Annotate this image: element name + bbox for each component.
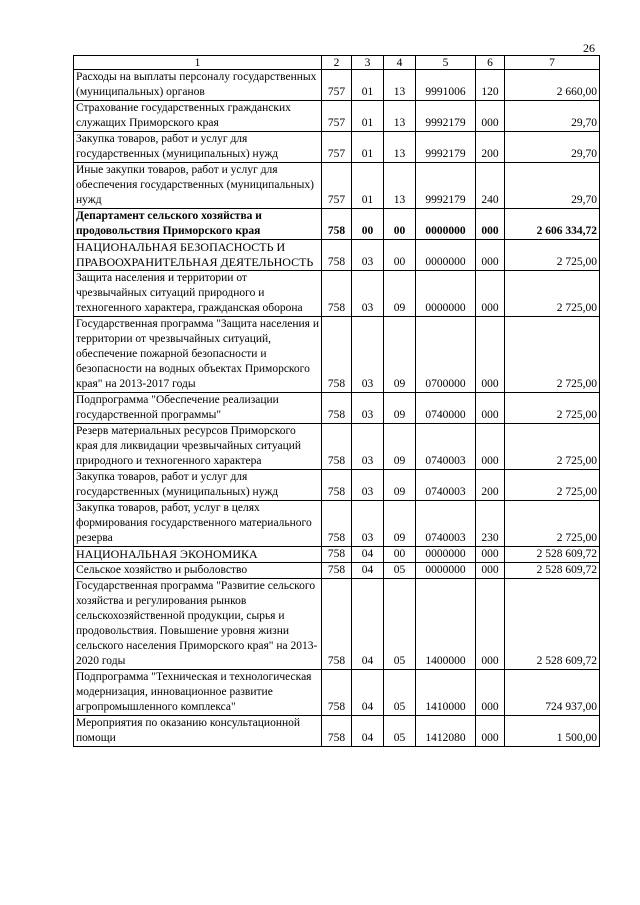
table-row bbox=[74, 240, 600, 271]
row-value-cell: 2 725,00 bbox=[505, 501, 600, 547]
table-row bbox=[74, 716, 600, 747]
row-value-cell: 000 bbox=[476, 716, 505, 747]
row-value-cell: 09 bbox=[384, 501, 416, 547]
row-value-cell: 000 bbox=[476, 563, 505, 579]
row-value-cell: 000 bbox=[476, 101, 505, 132]
row-value-cell: 09 bbox=[384, 470, 416, 501]
table-row bbox=[74, 470, 600, 501]
row-value-cell: 757 bbox=[322, 163, 352, 209]
row-value-cell: 13 bbox=[384, 163, 416, 209]
row-value-cell: 000 bbox=[476, 424, 505, 470]
row-value-cell: 2 725,00 bbox=[505, 240, 600, 271]
row-value-cell: 04 bbox=[352, 670, 384, 716]
row-value-cell: 29,70 bbox=[505, 101, 600, 132]
row-name-cell: Страхование государственных гражданских служащих Приморского края bbox=[74, 101, 322, 132]
row-value-cell: 29,70 bbox=[505, 132, 600, 163]
table-row bbox=[74, 670, 600, 716]
row-value-cell: 757 bbox=[322, 101, 352, 132]
row-value-cell: 757 bbox=[322, 132, 352, 163]
header-row bbox=[74, 56, 600, 70]
row-value-cell: 04 bbox=[352, 547, 384, 563]
row-value-cell: 0700000 bbox=[416, 317, 476, 393]
row-value-cell: 09 bbox=[384, 317, 416, 393]
row-value-cell: 758 bbox=[322, 670, 352, 716]
row-value-cell: 05 bbox=[384, 670, 416, 716]
row-name-cell: Подпрограмма "Обеспечение реализации государственной программы" bbox=[74, 393, 322, 424]
row-value-cell: 09 bbox=[384, 271, 416, 317]
row-value-cell: 2 528 609,72 bbox=[505, 579, 600, 670]
row-value-cell: 13 bbox=[384, 101, 416, 132]
row-value-cell: 758 bbox=[322, 393, 352, 424]
row-value-cell: 0740003 bbox=[416, 501, 476, 547]
row-value-cell: 03 bbox=[352, 240, 384, 271]
row-value-cell: 200 bbox=[476, 132, 505, 163]
table-row bbox=[74, 563, 600, 579]
row-value-cell: 0740003 bbox=[416, 470, 476, 501]
row-value-cell: 758 bbox=[322, 240, 352, 271]
row-name-cell: Государственная программа "Развитие сельского хозяйства и регулирования рынков сельскохозяйственной продукции, сырья и продовольствия. Повышение уровня жизни сельского населения Приморского края" на 2013-2020 годы bbox=[74, 579, 322, 670]
row-value-cell: 000 bbox=[476, 317, 505, 393]
row-value-cell: 9992179 bbox=[416, 132, 476, 163]
row-value-cell: 2 528 609,72 bbox=[505, 563, 600, 579]
table-row bbox=[74, 163, 600, 209]
row-value-cell: 758 bbox=[322, 547, 352, 563]
row-name-cell: Сельское хозяйство и рыболовство bbox=[74, 563, 322, 579]
row-value-cell: 000 bbox=[476, 393, 505, 424]
row-value-cell: 1400000 bbox=[416, 579, 476, 670]
row-value-cell: 000 bbox=[476, 547, 505, 563]
row-value-cell: 230 bbox=[476, 501, 505, 547]
column-header: 6 bbox=[476, 56, 505, 70]
row-value-cell: 04 bbox=[352, 579, 384, 670]
row-value-cell: 2 725,00 bbox=[505, 424, 600, 470]
table-row bbox=[74, 393, 600, 424]
row-name-cell: Закупка товаров, работ и услуг для государственных (муниципальных) нужд bbox=[74, 132, 322, 163]
row-name-cell: Мероприятия по оказанию консультационной помощи bbox=[74, 716, 322, 747]
row-value-cell: 2 660,00 bbox=[505, 70, 600, 101]
row-value-cell: 1412080 bbox=[416, 716, 476, 747]
row-value-cell: 09 bbox=[384, 424, 416, 470]
table-row bbox=[74, 209, 600, 240]
budget-table bbox=[73, 55, 600, 747]
column-header: 7 bbox=[505, 56, 600, 70]
row-value-cell: 758 bbox=[322, 317, 352, 393]
page-number: 26 bbox=[583, 41, 595, 55]
row-value-cell: 0740003 bbox=[416, 424, 476, 470]
row-name-cell: Расходы на выплаты персоналу государственных (муниципальных) органов bbox=[74, 70, 322, 101]
row-value-cell: 2 606 334,72 bbox=[505, 209, 600, 240]
row-value-cell: 05 bbox=[384, 563, 416, 579]
row-value-cell: 0000000 bbox=[416, 209, 476, 240]
row-value-cell: 0000000 bbox=[416, 240, 476, 271]
table-row bbox=[74, 579, 600, 670]
row-value-cell: 0000000 bbox=[416, 547, 476, 563]
row-value-cell: 1 500,00 bbox=[505, 716, 600, 747]
row-value-cell: 120 bbox=[476, 70, 505, 101]
row-name-cell: Закупка товаров, работ, услуг в целях формирования государственного материального резерва bbox=[74, 501, 322, 547]
row-value-cell: 2 528 609,72 bbox=[505, 547, 600, 563]
table-row bbox=[74, 132, 600, 163]
column-header: 3 bbox=[352, 56, 384, 70]
row-value-cell: 9992179 bbox=[416, 163, 476, 209]
row-value-cell: 09 bbox=[384, 393, 416, 424]
row-value-cell: 9991006 bbox=[416, 70, 476, 101]
row-value-cell: 01 bbox=[352, 101, 384, 132]
row-value-cell: 0740000 bbox=[416, 393, 476, 424]
row-value-cell: 13 bbox=[384, 70, 416, 101]
row-value-cell: 01 bbox=[352, 132, 384, 163]
row-value-cell: 724 937,00 bbox=[505, 670, 600, 716]
row-value-cell: 1410000 bbox=[416, 670, 476, 716]
row-name-cell: Защита населения и территории от чрезвычайных ситуаций природного и техногенного характера, гражданская оборона bbox=[74, 271, 322, 317]
row-value-cell: 758 bbox=[322, 563, 352, 579]
row-value-cell: 04 bbox=[352, 563, 384, 579]
row-value-cell: 04 bbox=[352, 716, 384, 747]
row-value-cell: 000 bbox=[476, 670, 505, 716]
column-header: 4 bbox=[384, 56, 416, 70]
row-value-cell: 01 bbox=[352, 163, 384, 209]
row-value-cell: 03 bbox=[352, 501, 384, 547]
row-value-cell: 03 bbox=[352, 424, 384, 470]
row-value-cell: 05 bbox=[384, 716, 416, 747]
row-value-cell: 2 725,00 bbox=[505, 470, 600, 501]
column-header: 2 bbox=[322, 56, 352, 70]
row-value-cell: 200 bbox=[476, 470, 505, 501]
row-value-cell: 03 bbox=[352, 393, 384, 424]
row-value-cell: 13 bbox=[384, 132, 416, 163]
row-value-cell: 01 bbox=[352, 70, 384, 101]
row-value-cell: 03 bbox=[352, 317, 384, 393]
row-value-cell: 0000000 bbox=[416, 271, 476, 317]
row-name-cell: Государственная программа "Защита населения и территории от чрезвычайных ситуаций, обеспечение пожарной безопасности и безопасности на водных объектах Приморского края" на 2013-2017 годы bbox=[74, 317, 322, 393]
row-value-cell: 240 bbox=[476, 163, 505, 209]
row-name-cell: Закупка товаров, работ и услуг для государственных (муниципальных) нужд bbox=[74, 470, 322, 501]
table-row bbox=[74, 271, 600, 317]
row-value-cell: 758 bbox=[322, 424, 352, 470]
row-value-cell: 758 bbox=[322, 470, 352, 501]
row-value-cell: 03 bbox=[352, 470, 384, 501]
row-value-cell: 05 bbox=[384, 579, 416, 670]
row-value-cell: 758 bbox=[322, 209, 352, 240]
table-row bbox=[74, 317, 600, 393]
row-value-cell: 03 bbox=[352, 271, 384, 317]
row-value-cell: 00 bbox=[384, 240, 416, 271]
row-value-cell: 758 bbox=[322, 501, 352, 547]
row-value-cell: 000 bbox=[476, 209, 505, 240]
row-value-cell: 0000000 bbox=[416, 563, 476, 579]
row-name-cell: Иные закупки товаров, работ и услуг для обеспечения государственных (муниципальных) нужд bbox=[74, 163, 322, 209]
row-name-cell: Департамент сельского хозяйства и продовольствия Приморского края bbox=[74, 209, 322, 240]
row-name-cell: Резерв материальных ресурсов Приморского края для ликвидации чрезвычайных ситуаций природного и техногенного характера bbox=[74, 424, 322, 470]
row-name-cell: Подпрограмма "Техническая и технологическая модернизация, инновационное развитие агропромышленного комплекса" bbox=[74, 670, 322, 716]
row-value-cell: 00 bbox=[384, 547, 416, 563]
row-value-cell: 757 bbox=[322, 70, 352, 101]
row-value-cell: 000 bbox=[476, 579, 505, 670]
row-value-cell: 29,70 bbox=[505, 163, 600, 209]
row-value-cell: 758 bbox=[322, 579, 352, 670]
column-header: 1 bbox=[74, 56, 322, 70]
row-value-cell: 000 bbox=[476, 271, 505, 317]
row-value-cell: 758 bbox=[322, 271, 352, 317]
row-name-cell: НАЦИОНАЛЬНАЯ БЕЗОПАСНОСТЬ И ПРАВООХРАНИТЕЛЬНАЯ ДЕЯТЕЛЬНОСТЬ bbox=[74, 240, 322, 271]
table-row bbox=[74, 70, 600, 101]
row-value-cell: 00 bbox=[384, 209, 416, 240]
table-row bbox=[74, 101, 600, 132]
table-row bbox=[74, 547, 600, 563]
row-value-cell: 2 725,00 bbox=[505, 317, 600, 393]
column-header: 5 bbox=[416, 56, 476, 70]
row-value-cell: 000 bbox=[476, 240, 505, 271]
row-value-cell: 00 bbox=[352, 209, 384, 240]
row-value-cell: 9992179 bbox=[416, 101, 476, 132]
row-value-cell: 2 725,00 bbox=[505, 393, 600, 424]
table-row bbox=[74, 501, 600, 547]
row-name-cell: НАЦИОНАЛЬНАЯ ЭКОНОМИКА bbox=[74, 547, 322, 563]
row-value-cell: 758 bbox=[322, 716, 352, 747]
table-row bbox=[74, 424, 600, 470]
row-value-cell: 2 725,00 bbox=[505, 271, 600, 317]
